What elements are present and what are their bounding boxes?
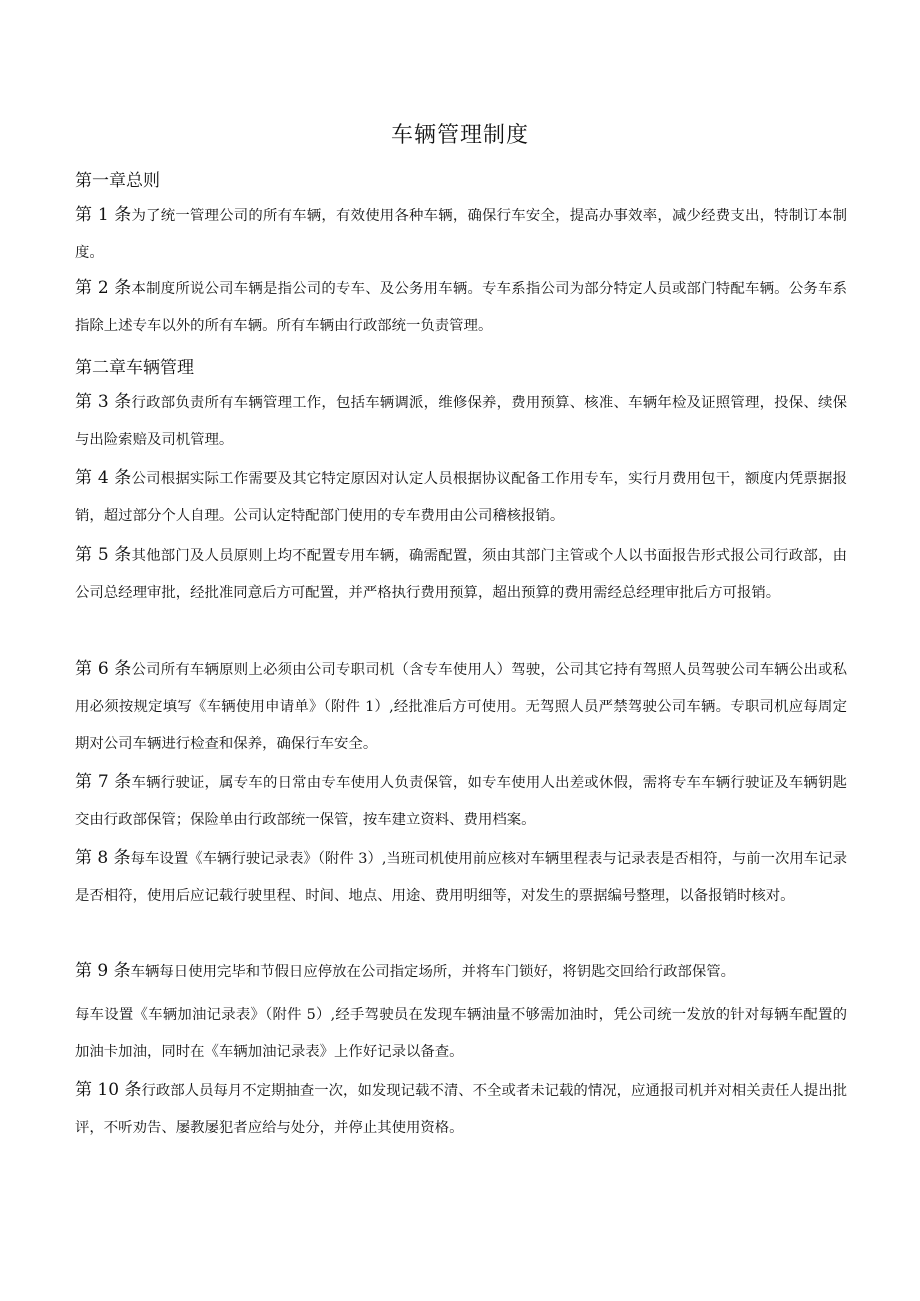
article-2 [75,270,847,345]
article-text: 其他部门及人员原则上均不配置专用车辆，确需配置，须由其部门主管或个人以书面报告形式报公司行政部，由公司总经理审批，经批准同意后方可配置，并严格执行费用预算，超出预算的费用需经总经理审批后方可报销。 [75,548,848,601]
article-label: 第 1 条 [75,205,132,225]
article-text: 为了统一管理公司的所有车辆，有效使用各种车辆，确保行车安全，提高办事效率，减少经费支出，特制订本制度。 [75,208,848,261]
document-title: 车辆管理制度 [390,123,529,148]
article-label: 第 2 条 [75,278,132,298]
article-10 [75,1072,847,1147]
chapter-heading-1: 第一章总则 [75,171,160,191]
article-label: 第 9 条 [75,961,131,981]
chapter-heading-2: 第二章车辆管理 [75,358,194,378]
article-text: 行政部人员每月不定期抽查一次，如发现记载不清、不全或者未记载的情况，应通报司机并对相关责任人提出批评，不听劝告、屡教屡犯者应给与处分，并停止其使用资格。 [75,1083,847,1136]
article-1 [75,197,847,272]
article-text: 每车设置《车辆行驶记录表》（附件 3）,当班司机使用前应核对车辆里程表与记录表是否相符，与前一次用车记录是否相符，使用后应记载行驶里程、时间、地点、用途、费用明细等，对发生的票据编号整理，以备报销时核对。 [75,851,848,904]
article-label: 第 7 条 [75,772,132,792]
article-label: 第 6 条 [75,659,132,679]
article-text: 公司根据实际工作需要及其它特定原因对认定人员根据协议配备工作用专车，实行月费用包干，额度内凭票据报销，超过部分个人自理。公司认定特配部门使用的专车费用由公司稽核报销。 [75,471,848,524]
article-label: 第 5 条 [75,545,132,565]
article-label: 第 4 条 [75,468,132,488]
article-text: 车辆每日使用完毕和节假日应停放在公司指定场所，并将车门锁好，将钥匙交回给行政部保管。 [130,964,736,980]
article-text: 每车设置《车辆加油记录表》（附件 5）,经手驾驶员在发现车辆油量不够需加油时，凭公司统一发放的针对每辆车配置的加油卡加油，同时在《车辆加油记录表》上作好记录以备查。 [75,1007,847,1060]
article-label: 第 8 条 [75,848,131,868]
article-text: 公司所有车辆原则上必须由公司专职司机（含专车使用人）驾驶，公司其它持有驾照人员驾驶公司车辆公出或私用必须按规定填写《车辆使用申请单》（附件 1）,经批准后方可使用。无驾照人员严禁驾驶公司车辆。专职司机应每周定期对公司车辆进行检查和保养，确保行车安全。 [75,662,848,752]
article-8 [75,840,847,915]
article-9 [75,953,847,991]
article-6 [75,651,847,763]
article-text: 车辆行驶证，属专车的日常由专车使用人负责保管，如专车使用人出差或休假，需将专车车辆行驶证及车辆钥匙交由行政部保管；保险单由行政部统一保管，按车建立资料、费用档案。 [75,775,848,828]
article-9-continued [75,996,847,1071]
article-3 [75,384,847,459]
article-label: 第 3 条 [75,392,132,412]
article-4 [75,460,847,535]
article-text: 行政部负责所有车辆管理工作，包括车辆调派，维修保养，费用预算、核准、车辆年检及证照管理，投保、续保与出险索赔及司机管理。 [75,395,848,448]
article-label: 第 10 条 [75,1080,142,1100]
article-5 [75,537,847,612]
article-text: 本制度所说公司车辆是指公司的专车、及公务用车辆。专车系指公司为部分特定人员或部门特配车辆。公务车系指除上述专车以外的所有车辆。所有车辆由行政部统一负责管理。 [75,281,848,334]
article-7 [75,764,847,839]
